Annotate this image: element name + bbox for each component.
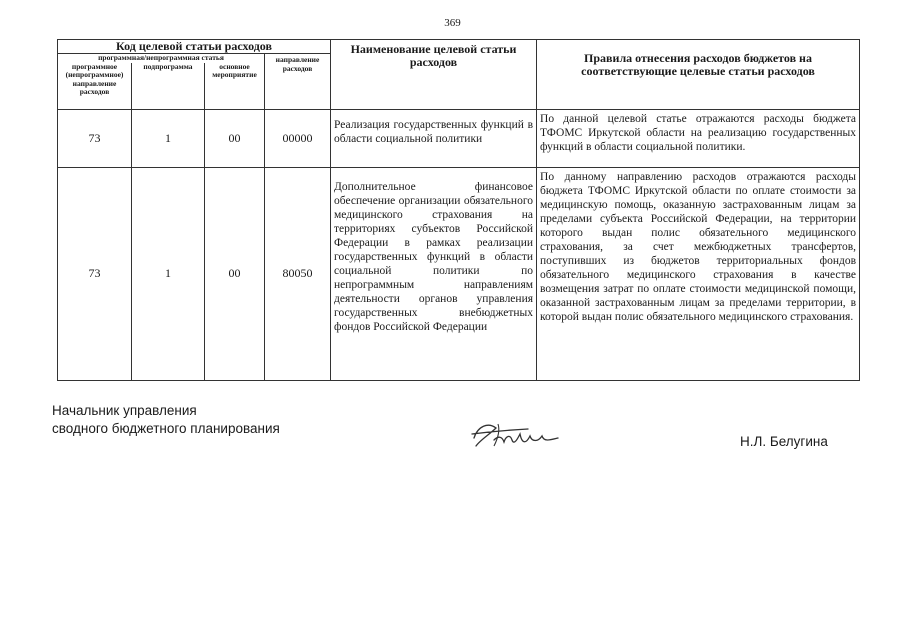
target-articles-table xyxy=(57,39,860,381)
program-header: программное (непрограммное) направление расходов xyxy=(58,63,132,110)
page-number: 369 xyxy=(444,17,461,29)
position-line-2: сводного бюджетного планирования xyxy=(52,421,280,436)
rule-cell: По данной целевой статье отражаются расходы бюджета ТФОМС Иркутской области на реализацию государственных функций в области социальной политики. xyxy=(537,109,860,167)
main-event-cell: 00 xyxy=(205,167,265,380)
program-cell: 73 xyxy=(58,109,132,167)
rules-title: Правила отнесения расходов бюджетов на соответствующие целевые статьи расходов xyxy=(537,40,860,110)
signatory-position xyxy=(52,402,280,438)
table-row xyxy=(58,109,860,167)
position-line-1: Начальник управления xyxy=(52,403,197,418)
subprogram-cell: 1 xyxy=(132,167,205,380)
name-cell: Реализация государственных функций в области социальной политики xyxy=(331,109,537,167)
subprogram-header: подпрограмма xyxy=(132,63,205,110)
header-row-1 xyxy=(58,40,860,54)
handwritten-signature xyxy=(468,416,563,454)
code-title: Код целевой статьи расходов xyxy=(58,40,331,54)
subprogram-cell: 1 xyxy=(132,109,205,167)
program-group-header: программная/непрограммная статья xyxy=(58,54,265,63)
direction-cell: 80050 xyxy=(265,167,331,380)
main-event-cell: 00 xyxy=(205,109,265,167)
direction-header: направление расходов xyxy=(265,54,331,110)
program-cell: 73 xyxy=(58,167,132,380)
name-title: Наименование целевой статьи расходов xyxy=(331,40,537,110)
signatory-name: Н.Л. Белугина xyxy=(740,434,828,449)
rule-cell: По данному направлению расходов отражаются расходы бюджета ТФОМС Иркутской области по оплате стоимости за медицинскую помощь, оказанную застрахованным лицам за пределами субъекта Российской Федерации, на территории которого выдан полис обязательного медицинского страхования, за счет межбюджетных трансфертов, поступивших из бюджетов территориальных фондов обязательного медицинского страхования в качестве возмещения затрат по оплате стоимости медицинской помощи, оказанной застрахованным лицам за пределами территории, в которой выдан полис обязательного медицинского страхования. xyxy=(537,167,860,380)
main-event-header: основное мероприятие xyxy=(205,63,265,110)
name-cell: Дополнительное финансовое обеспечение организации обязательного медицинского страхования на территориях субъектов Российской Федерации в рамках реализации государственных функций в области социальной политики по непрограммным направлениям деятельности органов управления государственных внебюджетных фондов Российской Федерации xyxy=(331,167,537,380)
table-row xyxy=(58,167,860,380)
direction-cell: 00000 xyxy=(265,109,331,167)
